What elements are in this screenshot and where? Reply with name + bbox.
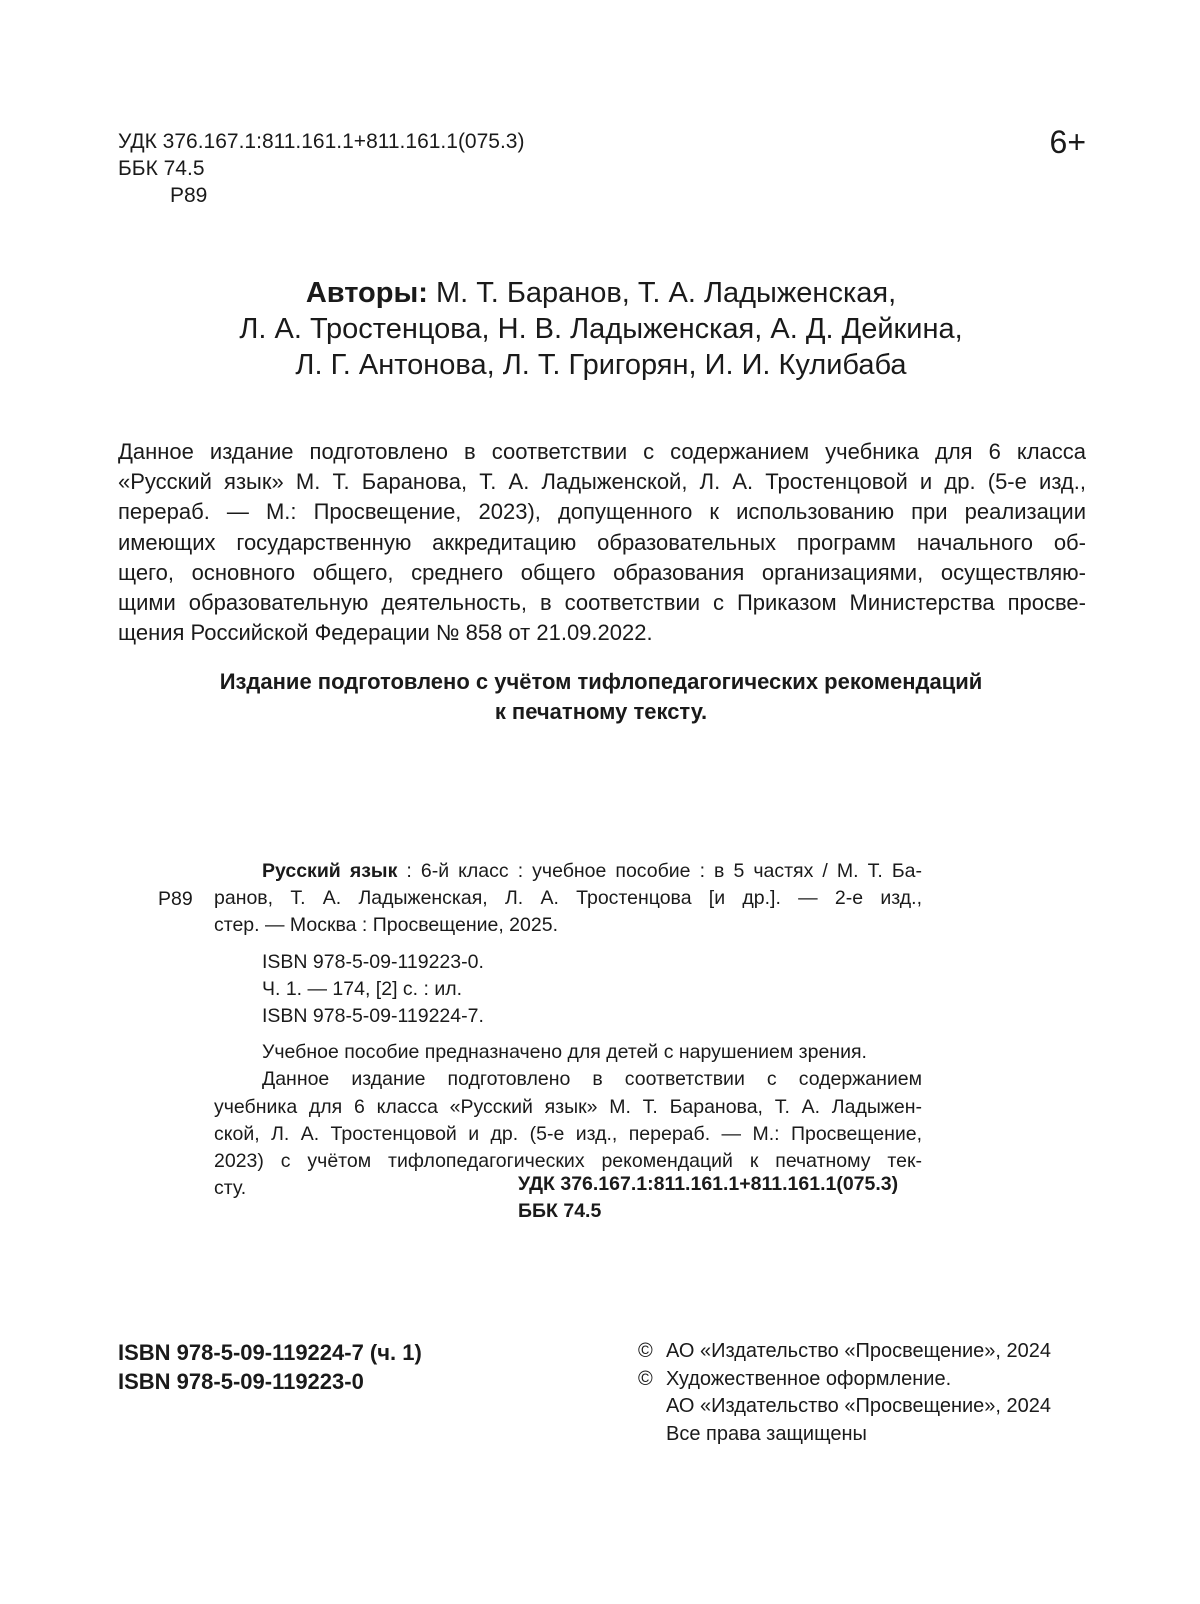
card-author-mark: Р89 <box>158 888 193 910</box>
classification-codes <box>118 128 524 209</box>
card-annotation-4: ской, Л. А. Тростенцовой и др. (5-е изд., перераб. — М.: Просвещение, <box>214 1122 922 1145</box>
copyright-symbol: © <box>638 1367 653 1390</box>
authors-names-1: М. Т. Баранов, Т. А. Ладыженская, <box>435 277 897 309</box>
card-line-1-rest: : 6-й класс : учебное пособие : в 5 частях / М. Т. Ба- <box>397 860 922 882</box>
copyright-block <box>638 1338 1051 1448</box>
copyright-publisher-2: АО «Издательство «Просвещение», 2024 <box>666 1395 1052 1417</box>
card-line-3: стер. — Москва : Просвещение, 2025. <box>214 914 558 937</box>
copyright-line-2 <box>638 1366 1051 1394</box>
author-mark: Р89 <box>170 184 208 207</box>
note-line-2: к печатному тексту. <box>494 699 708 724</box>
catalog-card <box>214 858 922 1202</box>
copyright-design: Художественное оформление. <box>666 1367 952 1390</box>
copyright-line-3 <box>638 1393 1051 1421</box>
copyright-symbol: © <box>638 1340 653 1362</box>
authors-block <box>120 275 1082 383</box>
card-part: Ч. 1. — 174, [2] с. : ил. <box>262 977 463 1000</box>
card-annotation-1: Учебное пособие предназначено для детей с нарушением зрения. <box>262 1041 867 1064</box>
authors-label: Авторы: <box>305 277 428 309</box>
isbn-part-1: ISBN 978-5-09-119224-7 (ч. 1) <box>118 1340 422 1365</box>
card-title: Русский язык <box>262 860 398 882</box>
card-line-1 <box>214 858 922 885</box>
card-annotation-5: 2023) с учётом тифлопедагогических рекомендаций к печатному тек- <box>214 1150 922 1173</box>
authors-line-3: Л. Г. Антонова, Л. Т. Григорян, И. И. Кулибаба <box>295 349 907 381</box>
rights-reserved: Все права защищены <box>666 1422 867 1445</box>
bbk-code: ББК 74.5 <box>118 157 205 180</box>
copyright-line-1 <box>638 1338 1051 1366</box>
authors-line-2: Л. А. Тростенцова, Н. В. Ладыженская, А. Д. Дейкина, <box>239 313 963 345</box>
card-annotation-3: учебника для 6 класса «Русский язык» М. Т. Баранова, Т. А. Ладыжен- <box>214 1095 922 1118</box>
edition-description <box>118 437 1086 648</box>
age-rating: 6+ <box>1049 124 1086 160</box>
typhlo-note <box>120 667 1082 727</box>
isbn-block <box>118 1338 422 1396</box>
udk-code: УДК 376.167.1:811.161.1+811.161.1(075.3) <box>118 130 525 153</box>
description-line: щими образовательную деятельность, в соответствии с Приказом Министерства просве- <box>118 590 1086 616</box>
description-line: Данное издание подготовлено в соответствии с содержанием учебника для 6 класса <box>118 439 1086 464</box>
note-line-1: Издание подготовлено с учётом тифлопедагогических рекомендаций <box>219 669 983 694</box>
copyright-publisher-1: АО «Издательство «Просвещение», 2024 <box>666 1340 1052 1362</box>
description-line: щего, основного общего, среднего общего образования организациями, осуществляю- <box>118 559 1086 585</box>
card-classification <box>518 1171 898 1225</box>
copyright-line-4 <box>638 1421 1051 1449</box>
description-line: «Русский язык» М. Т. Баранова, Т. А. Ладыженской, Л. А. Тростенцовой и др. (5-е изд., <box>118 469 1086 495</box>
card-isbn-part: ISBN 978-5-09-119224-7. <box>262 1005 484 1028</box>
card-annotation-2: Данное издание подготовлено в соответствии с содержанием <box>262 1068 922 1091</box>
description-line: щения Российской Федерации № 858 от 21.09.2022. <box>118 620 653 646</box>
card-isbn-set: ISBN 978-5-09-119223-0. <box>262 950 484 973</box>
description-line: имеющих государственную аккредитацию образовательных программ начального об- <box>118 529 1086 555</box>
card-bbk: ББК 74.5 <box>518 1200 602 1222</box>
card-udk: УДК 376.167.1:811.161.1+811.161.1(075.3) <box>518 1173 899 1195</box>
card-annotation-6: сту. <box>214 1177 247 1200</box>
description-line: перераб. — М.: Просвещение, 2023), допущенного к использованию при реализации <box>118 499 1086 525</box>
isbn-set: ISBN 978-5-09-119223-0 <box>118 1369 364 1394</box>
card-line-2: ранов, Т. А. Ладыженская, Л. А. Тростенцова [и др.]. — 2-е изд., <box>214 887 922 910</box>
authors-line-1 <box>120 275 1082 311</box>
